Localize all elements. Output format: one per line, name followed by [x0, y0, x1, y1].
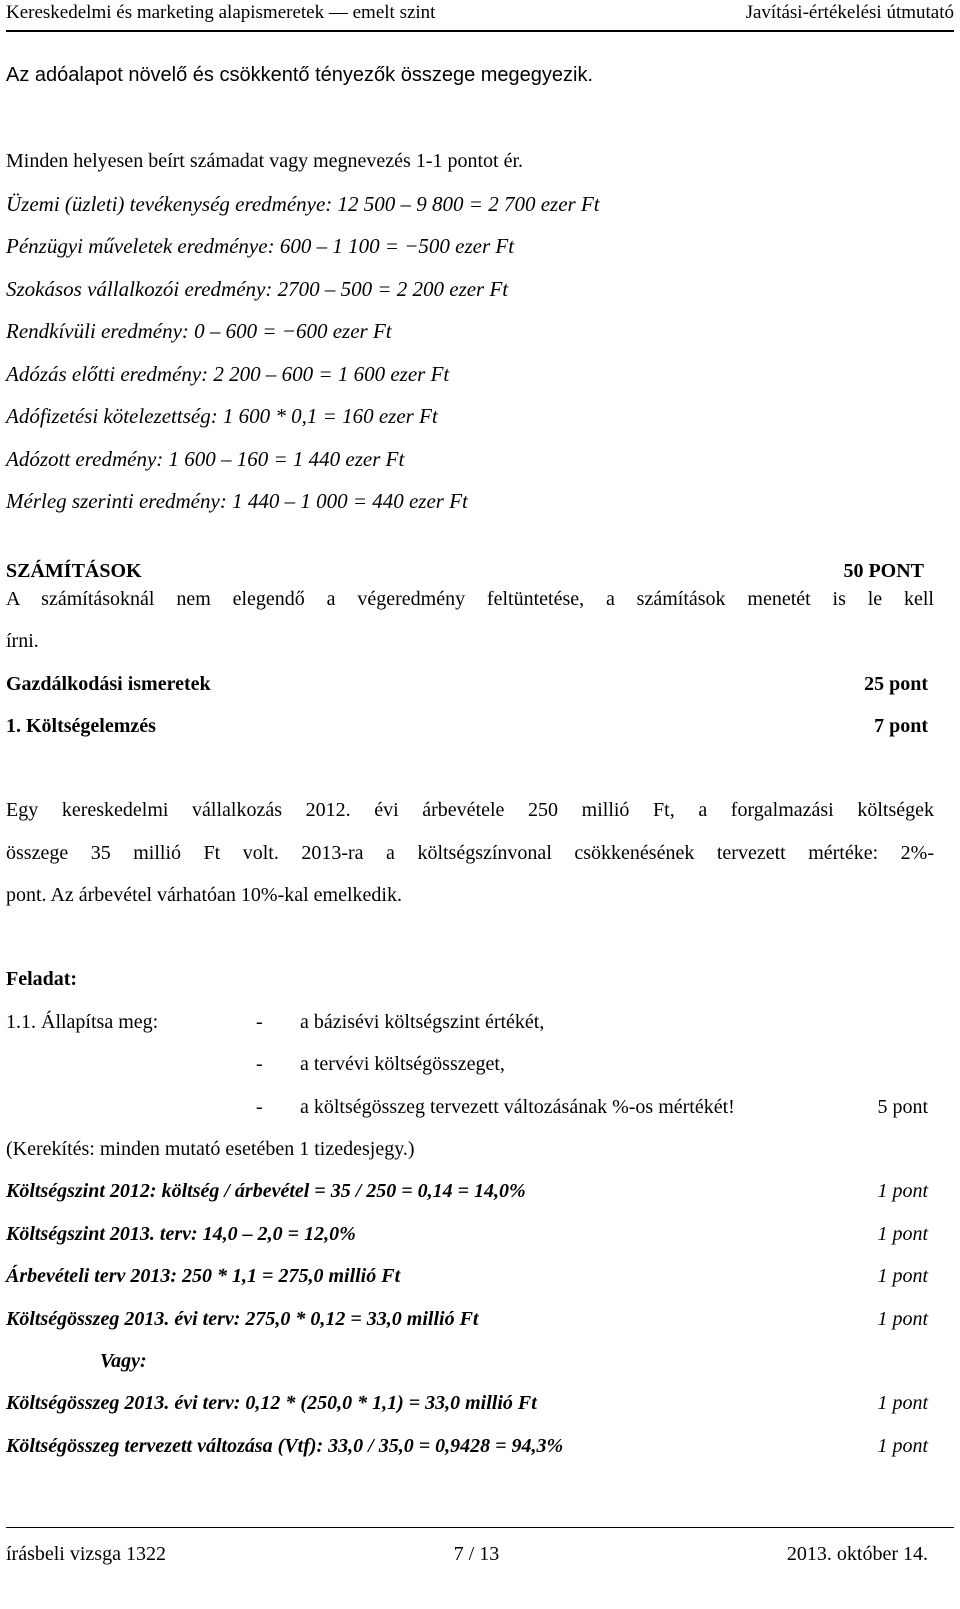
- solution-line-4: Költségösszeg 2013. évi terv: 275,0 * 0,12 = 33,0 millió Ft: [6, 1308, 479, 1330]
- footer-divider: [6, 1527, 954, 1528]
- task-title: 1. Költségelemzés: [6, 715, 156, 737]
- problem-line-1: Egy kereskedelmi vállalkozás 2012. évi árbevétele 250 millió Ft, a forgalmazási költségek: [6, 799, 934, 821]
- subsection-heading: [6, 673, 928, 696]
- task-item-bullet: -: [256, 1011, 263, 1033]
- solution-points-1: 1 pont: [877, 1180, 928, 1202]
- intro-line-2: Minden helyesen beírt számadat vagy megnevezés 1-1 pontot ér.: [6, 150, 524, 172]
- task-item-3: a költségösszeg tervezett változásának %-os mértékét!: [300, 1096, 735, 1118]
- solution-line-5: Költségösszeg 2013. évi terv: 0,12 * (250,0 * 1,1) = 33,0 millió Ft: [6, 1392, 537, 1414]
- problem-line-2: összege 35 millió Ft volt. 2013-ra a költségszínvonal csökkenésének tervezett mértéke: 2%-: [6, 842, 934, 864]
- result-line-operating: Üzemi (üzleti) tevékenység eredménye: 12 500 – 9 800 = 2 700 ezer Ft: [6, 192, 600, 216]
- result-line-aftertax: Adózott eredmény: 1 600 – 160 = 1 440 ezer Ft: [6, 447, 405, 471]
- section-title: SZÁMÍTÁSOK: [6, 560, 142, 582]
- section-points: 50 PONT: [843, 560, 924, 582]
- result-line-extraordinary: Rendkívüli eredmény: 0 – 600 = −600 ezer Ft: [6, 319, 392, 343]
- footer-date: 2013. október 14.: [786, 1543, 928, 1565]
- footer-exam-id: írásbeli vizsga 1322: [6, 1543, 166, 1565]
- solution-points-5: 1 pont: [877, 1392, 928, 1414]
- intro-line-1: Az adóalapot növelő és csökkentő tényezők összege megegyezik.: [6, 64, 594, 86]
- rounding-note: (Kerekítés: minden mutató esetében 1 tizedesjegy.): [6, 1138, 415, 1160]
- section-heading: [6, 560, 924, 583]
- result-line-balance: Mérleg szerinti eredmény: 1 440 – 1 000 = 440 ezer Ft: [6, 489, 468, 513]
- solution-line-2: Költségszint 2013. terv: 14,0 – 2,0 = 12,0%: [6, 1223, 356, 1245]
- section-note-line-1: A számításoknál nem elegendő a végeredmény feltüntetése, a számítások menetét is le kell: [6, 588, 934, 610]
- task-item-points: 5 pont: [877, 1096, 928, 1118]
- solution-points-3: 1 pont: [877, 1265, 928, 1287]
- page-header: [6, 0, 954, 32]
- section-note-line-2: írni.: [6, 630, 39, 652]
- solution-line-3: Árbevételi terv 2013: 250 * 1,1 = 275,0 millió Ft: [6, 1265, 401, 1287]
- result-line-financial: Pénzügyi műveletek eredménye: 600 – 1 100 = −500 ezer Ft: [6, 234, 515, 258]
- solution-points-6: 1 pont: [877, 1435, 928, 1457]
- problem-line-3: pont. Az árbevétel várhatóan 10%-kal emelkedik.: [6, 884, 402, 906]
- task-item-bullet: -: [256, 1096, 263, 1118]
- task-points: 7 pont: [874, 715, 928, 737]
- result-line-pretax: Adózás előtti eredmény: 2 200 – 600 = 1 600 ezer Ft: [6, 362, 450, 386]
- task-instruction-label: 1.1. Állapítsa meg:: [6, 1011, 159, 1033]
- solution-points-4: 1 pont: [877, 1308, 928, 1330]
- task-item-2: a tervévi költségösszeget,: [300, 1053, 505, 1075]
- task-item-bullet: -: [256, 1053, 263, 1075]
- page-footer: [6, 1543, 928, 1566]
- subsection-title: Gazdálkodási ismeretek: [6, 673, 211, 695]
- result-line-tax: Adófizetési kötelezettség: 1 600 * 0,1 = 160 ezer Ft: [6, 404, 438, 428]
- task-heading: [6, 715, 928, 738]
- solution-line-6: Költségösszeg tervezett változása (Vtf): 33,0 / 35,0 = 0,9428 = 94,3%: [6, 1435, 564, 1457]
- result-line-ordinary: Szokásos vállalkozói eredmény: 2700 – 500 = 2 200 ezer Ft: [6, 277, 509, 301]
- task-label-heading: Feladat:: [6, 968, 78, 990]
- footer-page-number: 7 / 13: [453, 1543, 500, 1565]
- subsection-points: 25 pont: [864, 673, 928, 695]
- solution-alternative-label: Vagy:: [100, 1350, 147, 1372]
- header-title: Kereskedelmi és marketing alapismeretek — emelt szint: [6, 2, 436, 23]
- task-item-1: a bázisévi költségszint értékét,: [300, 1011, 545, 1033]
- solution-points-2: 1 pont: [877, 1223, 928, 1245]
- solution-line-1: Költségszint 2012: költség / árbevétel = 35 / 250 = 0,14 = 14,0%: [6, 1180, 526, 1202]
- header-subtitle: Javítási-értékelési útmutató: [745, 2, 954, 23]
